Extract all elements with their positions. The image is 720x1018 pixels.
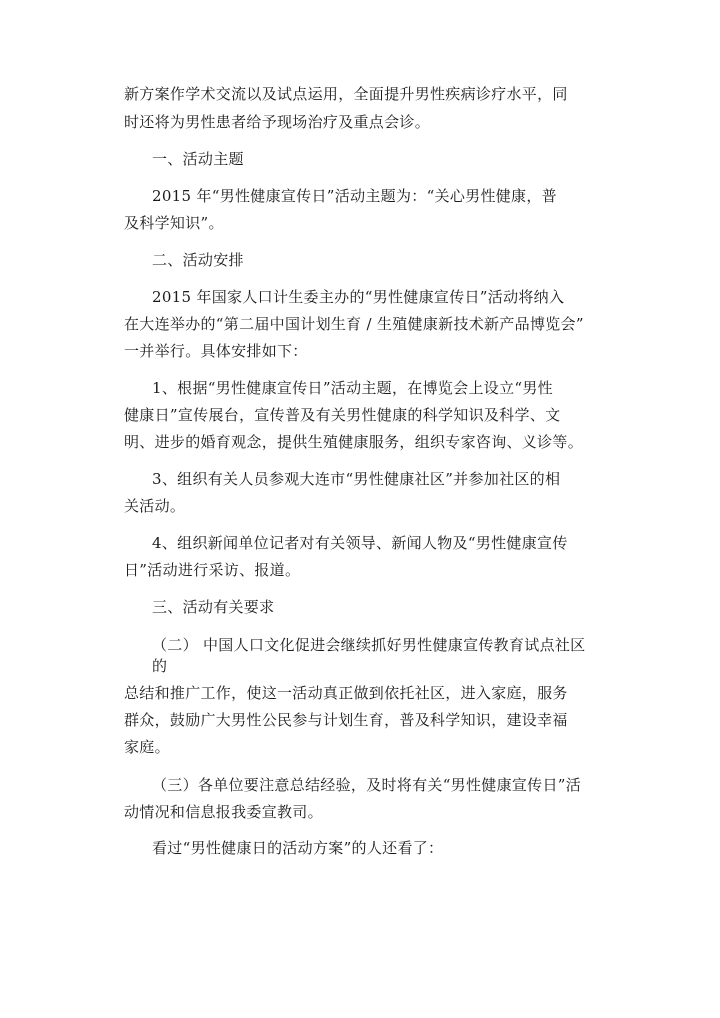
- text-line: 的: [152, 657, 168, 675]
- text-line: 群众，鼓励广大男性公民参与计划生育，普及科学知识，建设幸福: [124, 711, 568, 729]
- text-line: 健康日”宣传展台，宣传普及有关男性健康的科学知识及科学、文: [124, 406, 561, 424]
- text-line: 1、根据“男性健康宣传日”活动主题，在博览会上设立“男性: [152, 379, 553, 397]
- section-heading: 二、活动安排: [152, 251, 244, 269]
- text-line: 明、进步的婚育观念，提供生殖健康服务，组织专家咨询、义诊等。: [124, 433, 584, 451]
- text-line: 关活动。: [124, 497, 186, 515]
- section-heading: 三、活动有关要求: [152, 598, 275, 616]
- text-line: 及科学知识”。: [124, 214, 224, 232]
- text-line: 2015 年“男性健康宣传日”活动主题为：“关心男性健康，普: [152, 187, 557, 205]
- text-line: 4、组织新闻单位记者对有关领导、新闻人物及“男性健康宣传: [152, 534, 568, 552]
- text-line: 3、组织有关人员参观大连市“男性健康社区”并参加社区的相: [152, 470, 561, 488]
- text-line: 一并举行。具体安排如下：: [124, 342, 308, 360]
- text-line: 在大连举办的“第二届中国计划生育 / 生殖健康新技术新产品博览会”: [124, 315, 584, 333]
- text-line: 新方案作学术交流以及试点运用，全面提升男性疾病诊疗水平，同: [124, 85, 568, 103]
- related-reading-line: 看过“男性健康日的活动方案”的人还看了：: [152, 839, 444, 857]
- text-line: 2015 年国家人口计生委主办的“男性健康宣传日”活动将纳入: [152, 288, 565, 306]
- text-line: 日”活动进行采访、报道。: [124, 561, 301, 579]
- text-line: （三）各单位要注意总结经验，及时将有关“男性健康宣传日”活: [152, 776, 582, 794]
- text-line: 动情况和信息报我委宣教司。: [124, 803, 323, 821]
- text-line: 时还将为男性患者给予现场治疗及重点会诊。: [124, 113, 431, 131]
- text-line: （二） 中国人口文化促进会继续抓好男性健康宣传教育试点社区: [152, 636, 586, 654]
- text-line: 家庭。: [124, 738, 170, 756]
- section-heading: 一、活动主题: [152, 150, 244, 168]
- text-line: 总结和推广工作，使这一活动真正做到依托社区，进入家庭，服务: [124, 684, 568, 702]
